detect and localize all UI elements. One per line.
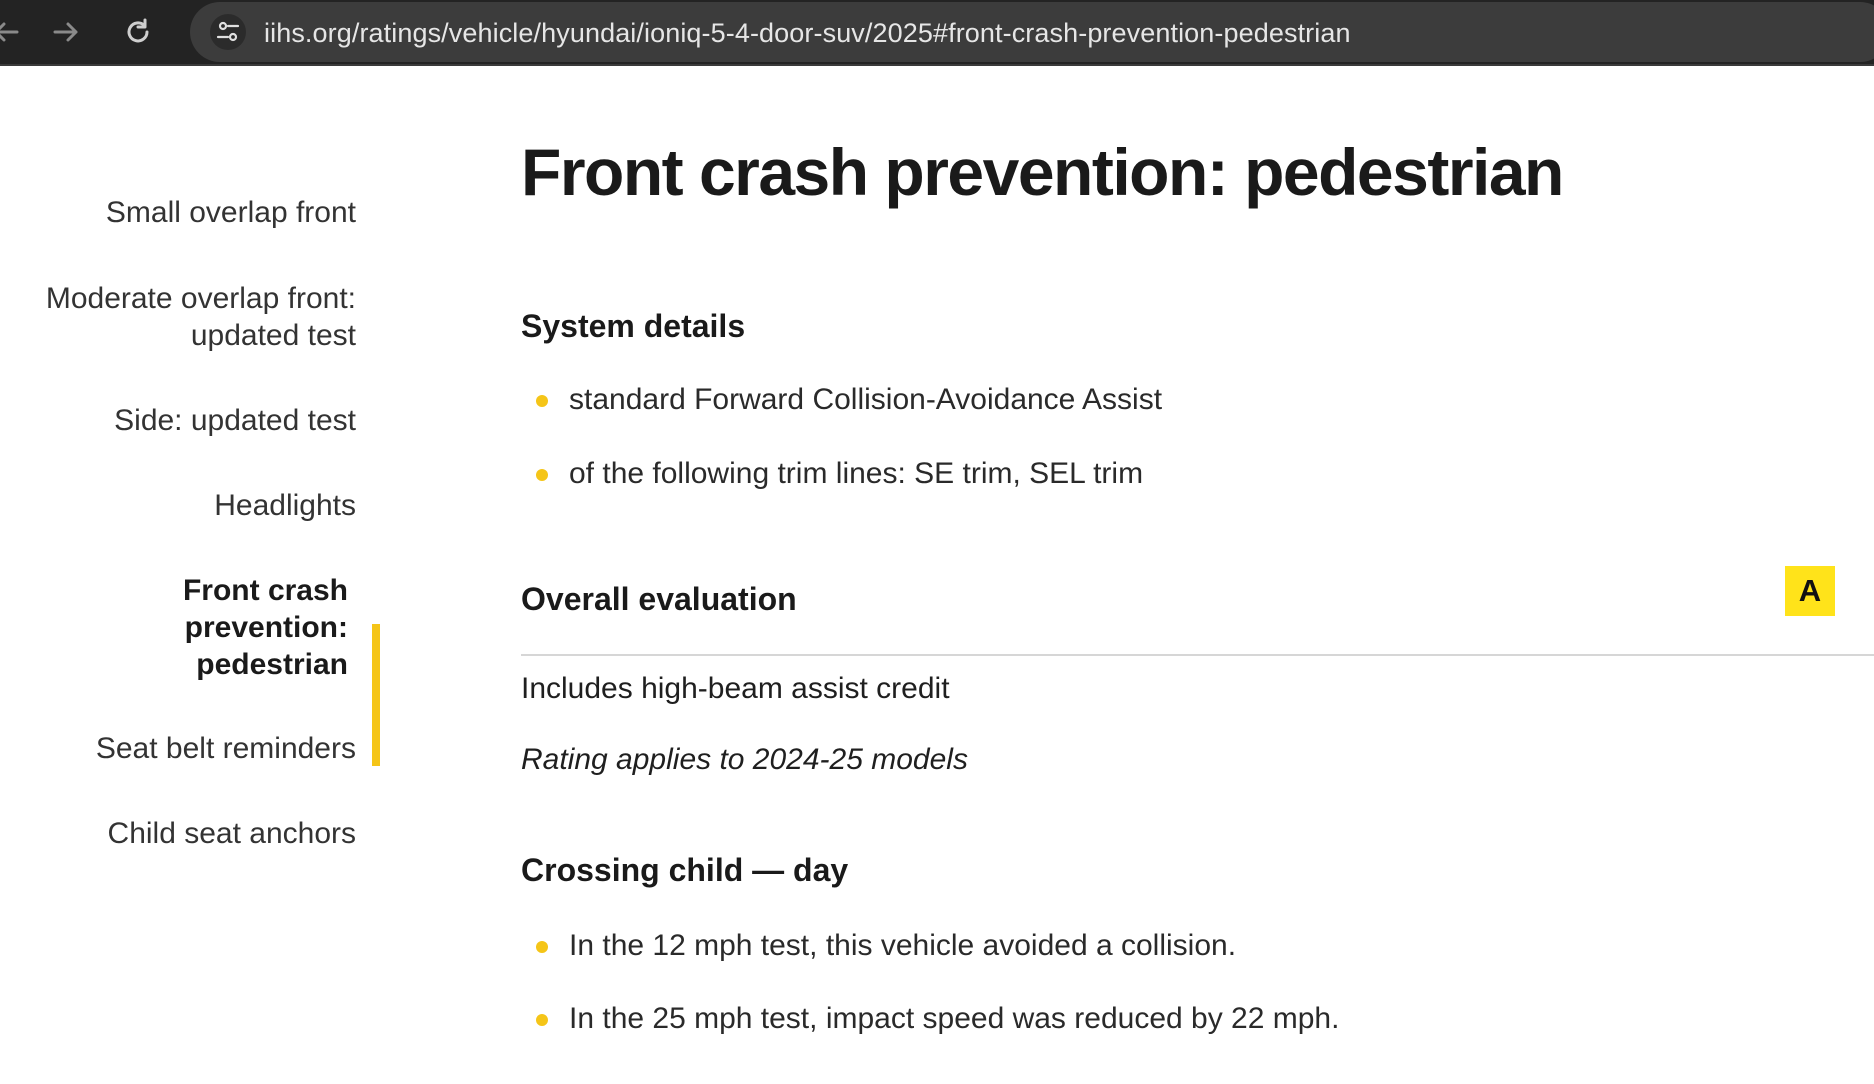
list-item-text: standard Forward Collision-Avoidance Assist	[569, 383, 1163, 416]
bullet-dot-icon	[536, 395, 548, 407]
address-bar[interactable]	[190, 2, 1874, 62]
browser-toolbar-top	[0, 0, 1874, 64]
list-item	[521, 928, 1339, 964]
crossing-child-day-heading: Crossing child — day	[521, 852, 849, 888]
list-item-text: In the 12 mph test, this vehicle avoided a collision.	[569, 929, 1237, 962]
url-text[interactable]: iihs.org/ratings/vehicle/hyundai/ioniq-5-4-door-suv/2025#front-crash-prevention-pedestrian	[264, 18, 1351, 48]
bullet-dot-icon	[536, 469, 548, 481]
sidebar-item-label-line-1: Moderate overlap front:	[45, 282, 356, 315]
sidebar-item-label-line-3: pedestrian	[196, 648, 348, 681]
site-info-button[interactable]	[210, 14, 246, 50]
sidebar-item-small-overlap-front[interactable]	[106, 194, 356, 231]
reload-icon	[123, 17, 153, 47]
reload-button[interactable]	[120, 14, 156, 50]
sidebar-item-side-updated-test[interactable]	[114, 402, 356, 439]
system-details-heading: System details	[521, 308, 746, 344]
back-button[interactable]	[0, 14, 24, 50]
list-item-text: of the following trim lines: SE trim, SEL trim	[569, 457, 1144, 490]
system-details-list	[521, 382, 1162, 492]
sidebar-item-seat-belt-reminders[interactable]	[96, 730, 356, 767]
sidebar-item-label: Child seat anchors	[107, 817, 356, 850]
evaluation-note: Includes high-beam assist credit	[521, 672, 950, 705]
rating-badge: A	[1785, 566, 1835, 616]
overall-evaluation-heading: Overall evaluation	[521, 581, 797, 617]
arrow-left-icon	[0, 17, 21, 47]
active-indicator-bar	[372, 624, 380, 766]
sidebar-item-label: Side: updated test	[114, 404, 356, 437]
forward-button[interactable]	[48, 14, 84, 50]
sidebar-item-headlights[interactable]	[214, 487, 356, 524]
list-item-text: In the 25 mph test, impact speed was reduced by 22 mph.	[569, 1002, 1340, 1035]
sidebar-item-label-line-2: updated test	[190, 319, 356, 352]
browser-toolbar	[0, 0, 1874, 66]
sidebar-item-moderate-overlap-front[interactable]	[46, 280, 356, 354]
sidebar-item-label-line-2: prevention:	[184, 611, 348, 644]
crossing-child-day-list	[521, 928, 1339, 1037]
sidebar-item-child-seat-anchors[interactable]	[108, 815, 356, 852]
sidebar-item-label: Headlights	[214, 489, 356, 522]
rating-applies-note: Rating applies to 2024-25 models	[521, 743, 968, 776]
tune-icon	[215, 19, 241, 45]
sidebar-item-front-crash-prevention-pedestrian[interactable]	[183, 572, 348, 683]
list-item	[521, 456, 1162, 492]
section-divider	[521, 654, 1874, 656]
list-item	[521, 1001, 1339, 1037]
list-item	[521, 382, 1162, 418]
sidebar-item-label: Small overlap front	[105, 196, 356, 229]
page-title: Front crash prevention: pedestrian	[521, 135, 1563, 209]
arrow-right-icon	[51, 17, 81, 47]
sidebar-item-label-line-1: Front crash	[182, 574, 348, 607]
bullet-dot-icon	[536, 941, 548, 953]
bullet-dot-icon	[536, 1014, 548, 1026]
sidebar-item-label: Seat belt reminders	[95, 732, 356, 765]
